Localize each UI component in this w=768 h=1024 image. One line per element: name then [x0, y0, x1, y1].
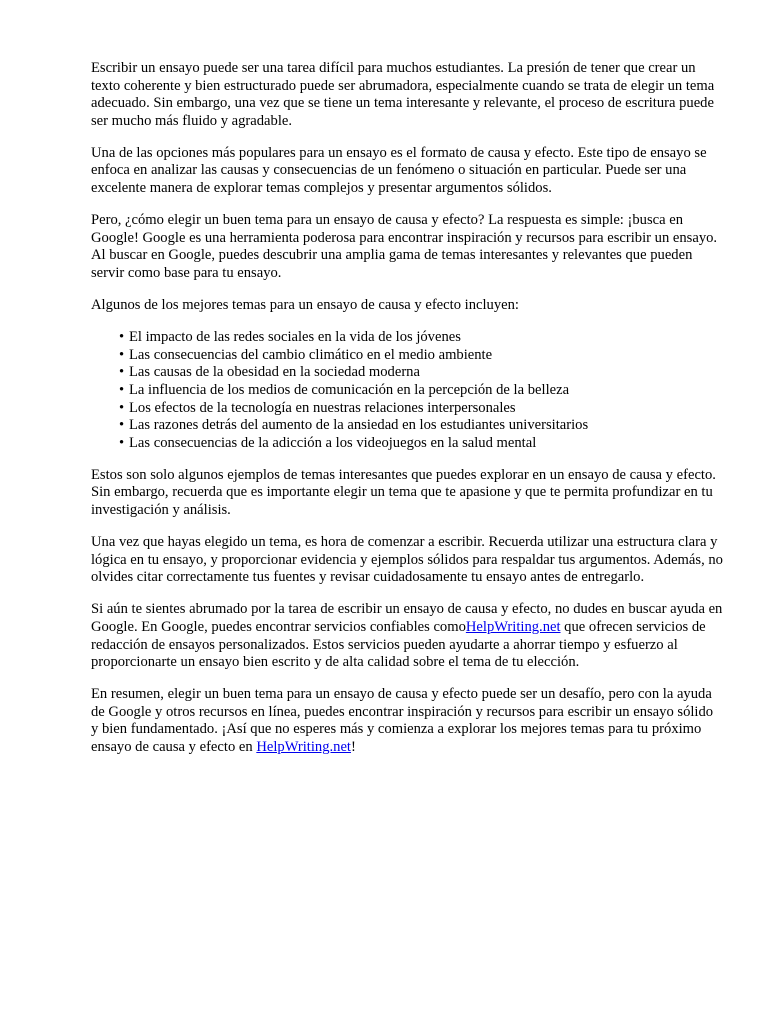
paragraph-google: Pero, ¿cómo elegir un buen tema para un ensayo de causa y efecto? La respuesta es simple: ¡busca en Google! Google es una herramienta poderosa para encontrar inspiración y recursos para escribir un ensayo. Al buscar en Google, puedes descubrir una amplia gama de temas interesantes y relevantes que pueden servir como base para tu ensayo.: [91, 212, 718, 281]
topics-list: [91, 329, 723, 452]
paragraph-summary: [91, 686, 723, 756]
list-item: [119, 329, 723, 347]
bullet-icon: •: [119, 399, 125, 416]
helpwriting-link[interactable]: HelpWriting.net: [465, 618, 561, 635]
paragraph-services: [91, 601, 723, 671]
list-item: [119, 364, 723, 382]
list-item-text: El impacto de las redes sociales en la vida de los jóvenes: [129, 329, 461, 346]
summary-text-before: En resumen, elegir un buen tema para un ensayo de causa y efecto puede ser un desafío, pero con la ayuda de Google y otros recursos en línea, puedes encontrar inspiración y recursos para escribir un ensayo sólido y bien fundamentado. ¡Así que no esperes más y comienza a explorar los mejores temas para tu próximo ensayo de causa y efecto en: [91, 686, 714, 755]
list-item: [119, 400, 723, 418]
bullet-icon: •: [119, 381, 125, 398]
paragraph-intro: Escribir un ensayo puede ser una tarea difícil para muchos estudiantes. La presión de tener que crear un texto coherente y bien estructurado puede ser abrumadora, especialmente cuando se trata de elegir un tema adecuado. Sin embargo, una vez que se tiene un tema interesante y relevante, el proceso de escritura puede ser mucho más fluido y agradable.: [91, 60, 715, 129]
list-item-text: Los efectos de la tecnología en nuestras relaciones interpersonales: [129, 399, 516, 416]
bullet-icon: •: [119, 329, 125, 346]
services-text-after: que ofrecen servicios de redacción de ensayos personalizados. Estos servicios pueden ayudarte a ahorrar tiempo y esfuerzo al proporcionarte un ensayo bien escrito y de alta calidad sobre el tema de tu elección.: [91, 618, 706, 671]
bullet-icon: •: [119, 364, 125, 381]
paragraph-examples: Estos son solo algunos ejemplos de temas interesantes que puedes explorar en un ensayo de causa y efecto. Sin embargo, recuerda que es importante elegir un tema que te apasione y que te permita profundizar en tu investigación y análisis.: [91, 466, 716, 518]
bullet-icon: •: [119, 434, 125, 451]
list-item: [119, 435, 723, 453]
services-text-before: Si aún te sientes abrumado por la tarea de escribir un ensayo de causa y efecto, no dudes en buscar ayuda en Google. En Google, puedes encontrar servicios confiables como: [91, 601, 723, 635]
list-item: [119, 382, 723, 400]
bullet-icon: •: [119, 346, 125, 363]
list-item-text: Las consecuencias de la adicción a los videojuegos en la salud mental: [129, 434, 537, 451]
list-item-text: Las razones detrás del aumento de la ansiedad en los estudiantes universitarios: [129, 417, 589, 434]
paragraph-topics-intro: Algunos de los mejores temas para un ensayo de causa y efecto incluyen:: [91, 297, 519, 314]
paragraph-format: Una de las opciones más populares para un ensayo es el formato de causa y efecto. Este tipo de ensayo se enfoca en analizar las causas y consecuencias de un fenómeno o situación en particular. Puede ser una excelente manera de explorar temas complejos y presentar argumentos sólidos.: [91, 144, 707, 197]
list-item-text: Las causas de la obesidad en la sociedad moderna: [129, 364, 420, 381]
document-body: [91, 60, 723, 771]
bullet-icon: •: [119, 417, 125, 434]
helpwriting-link-summary[interactable]: HelpWriting.net: [256, 739, 351, 755]
paragraph-writing: Una vez que hayas elegido un tema, es hora de comenzar a escribir. Recuerda utilizar una estructura clara y lógica en tu ensayo, y proporcionar evidencia y ejemplos sólidos para respaldar tus argumentos. Además, no olvides citar correctamente tus fuentes y revisar cuidadosamente tu ensayo antes de entregarlo.: [91, 534, 723, 586]
list-item: [119, 347, 723, 365]
list-item-text: Las consecuencias del cambio climático en el medio ambiente: [129, 346, 493, 363]
list-item-text: La influencia de los medios de comunicación en la percepción de la belleza: [129, 381, 570, 398]
summary-text-after: !: [350, 739, 356, 755]
list-item: [119, 417, 723, 435]
